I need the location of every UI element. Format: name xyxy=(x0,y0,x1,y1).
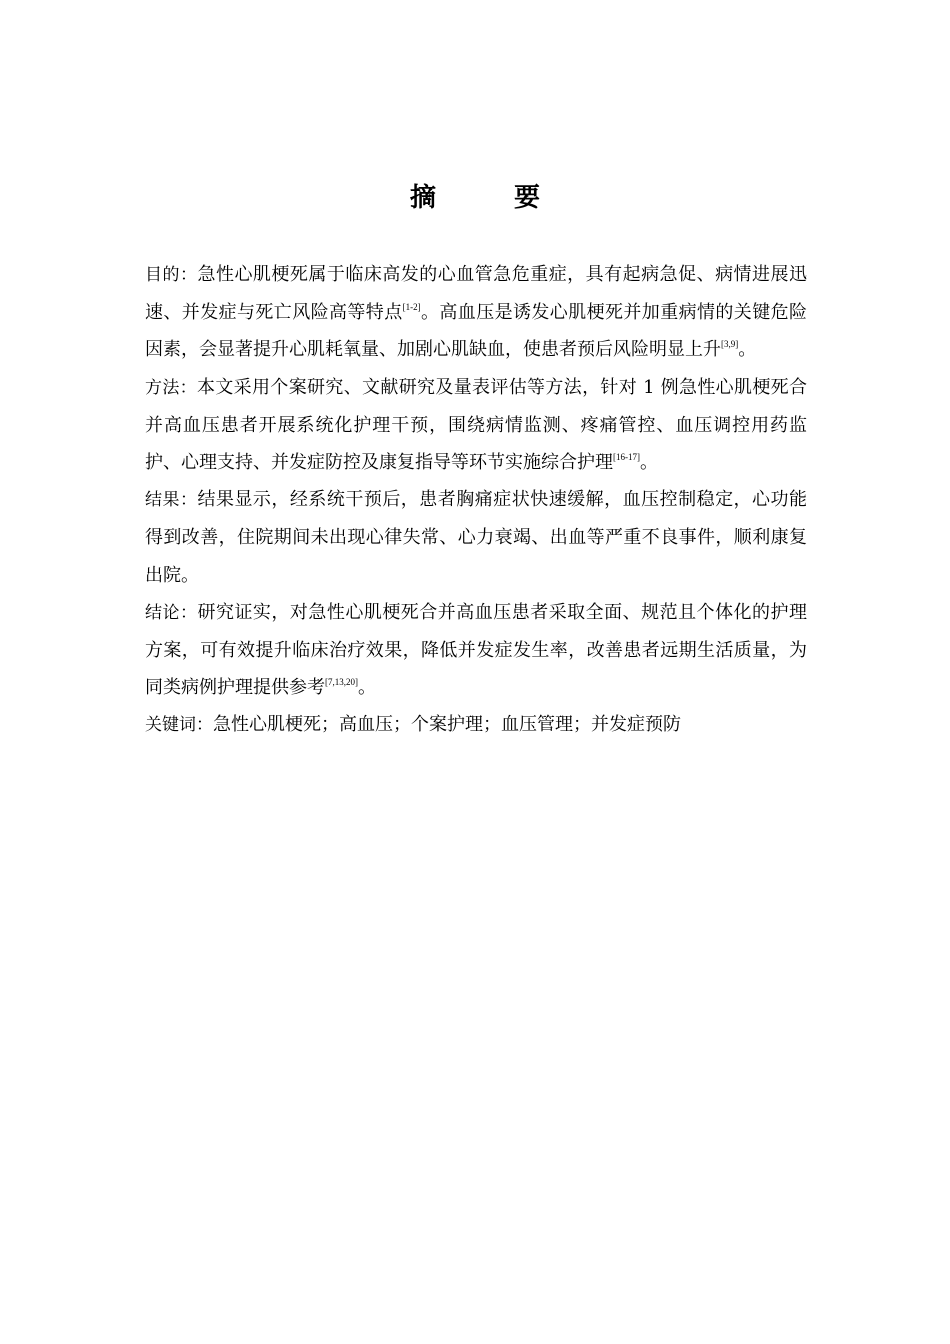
results-text-1: 结果显示，经系统干预后，患者胸痛症状快速缓解，血压控制稳定，心功能得到改善，住院期间未出现心律失常、心力衰竭、出血等严重不良事件，顺利康复出院。 xyxy=(145,489,808,586)
conclusion-paragraph xyxy=(145,594,807,707)
page-title: 摘 要 xyxy=(409,183,566,213)
results-paragraph xyxy=(145,481,807,594)
objective-text-2: 。高血压是诱发心肌梗死并加重病情的关键危险因素，会显著提升心肌耗氧量、加剧心肌缺血，使患者预后风险明显上升 xyxy=(145,302,808,361)
conclusion-text-1: 研究证实，对急性心肌梗死合并高血压患者采取全面、规范且个体化的护理方案，可有效提升临床治疗效果，降低并发症发生率，改善患者远期生活质量，为同类病例护理提供参考 xyxy=(145,601,808,699)
methods-text-1: 本文采用个案研究、文献研究及量表评估等方法，针对 1 例急性心肌梗死合并高血压患者开展系统化护理干预，围绕病情监测、疼痛管控、血压调控用药监护、心理支持、并发症防控及康复指导等环节实施综合护理 xyxy=(145,376,807,474)
methods-text-2: 。 xyxy=(640,452,658,474)
citation: [1-2] xyxy=(402,302,421,313)
keywords-text: 急性心肌梗死；高血压；个案护理；血压管理；并发症预防 xyxy=(213,714,681,736)
abstract-body xyxy=(145,256,807,745)
objective-text-1: 急性心肌梗死属于临床高发的心血管急危重症，具有起病急促、病情进展迅速、并发症与死亡风险高等特点 xyxy=(145,264,808,324)
keywords-paragraph xyxy=(145,706,807,744)
objective-text-3: 。 xyxy=(738,339,757,361)
objective-label: 目的： xyxy=(145,265,198,285)
methods-label: 方法： xyxy=(145,377,198,398)
citation: [3,9] xyxy=(721,339,739,350)
methods-paragraph xyxy=(145,369,807,482)
keywords-label: 关键词： xyxy=(145,715,213,736)
objective-paragraph xyxy=(145,256,807,369)
conclusion-text-2: 。 xyxy=(358,677,376,699)
citation: [16-17] xyxy=(613,452,640,463)
citation: [7,13,20] xyxy=(325,677,358,688)
results-label: 结果： xyxy=(145,490,198,511)
conclusion-label: 结论： xyxy=(145,602,198,623)
